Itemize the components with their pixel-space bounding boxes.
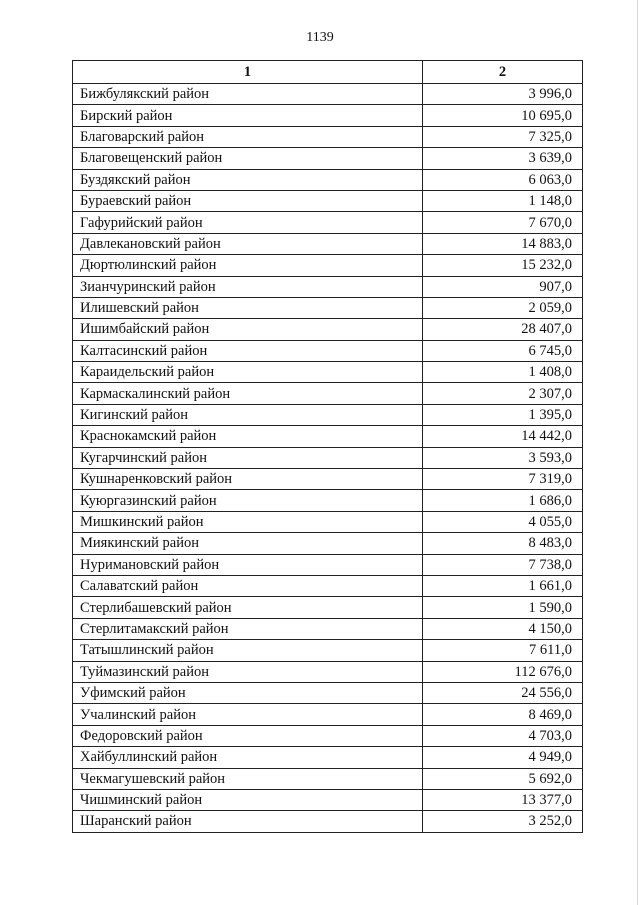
district-value-cell: 1 590,0 bbox=[423, 597, 583, 618]
district-name-cell: Кармаскалинский район bbox=[73, 383, 423, 404]
table-row bbox=[73, 725, 583, 746]
district-value-cell: 8 469,0 bbox=[423, 704, 583, 725]
district-name-cell: Зианчуринский район bbox=[73, 276, 423, 297]
district-value-cell: 2 307,0 bbox=[423, 383, 583, 404]
district-name-cell: Татышлинский район bbox=[73, 640, 423, 661]
district-name-cell: Чишминский район bbox=[73, 789, 423, 810]
district-name-cell: Благовещенский район bbox=[73, 148, 423, 169]
page-number: 1139 bbox=[306, 30, 334, 45]
table-row bbox=[73, 789, 583, 810]
table-row bbox=[73, 682, 583, 703]
district-values-table bbox=[72, 60, 583, 833]
table-row bbox=[73, 383, 583, 404]
district-value-cell: 112 676,0 bbox=[423, 661, 583, 682]
district-value-cell: 1 686,0 bbox=[423, 490, 583, 511]
table-row bbox=[73, 319, 583, 340]
table-body bbox=[73, 84, 583, 833]
table-header-row bbox=[73, 61, 583, 84]
district-name-cell: Гафурийский район bbox=[73, 212, 423, 233]
column-header-2: 2 bbox=[423, 61, 583, 84]
table-row bbox=[73, 340, 583, 361]
district-name-cell: Миякинский район bbox=[73, 533, 423, 554]
district-name-cell: Краснокамский район bbox=[73, 426, 423, 447]
table-row bbox=[73, 276, 583, 297]
table-row bbox=[73, 575, 583, 596]
table-row bbox=[73, 704, 583, 725]
district-name-cell: Буздякский район bbox=[73, 169, 423, 190]
table-row bbox=[73, 84, 583, 105]
district-name-cell: Чекмагушевский район bbox=[73, 768, 423, 789]
district-name-cell: Кугарчинский район bbox=[73, 447, 423, 468]
column-header-1: 1 bbox=[73, 61, 423, 84]
district-name-cell: Мишкинский район bbox=[73, 511, 423, 532]
district-name-cell: Стерлитамакский район bbox=[73, 618, 423, 639]
district-value-cell: 1 661,0 bbox=[423, 575, 583, 596]
district-value-cell: 3 996,0 bbox=[423, 84, 583, 105]
district-value-cell: 1 408,0 bbox=[423, 362, 583, 383]
table-row bbox=[73, 426, 583, 447]
district-value-cell: 7 738,0 bbox=[423, 554, 583, 575]
table-row bbox=[73, 105, 583, 126]
table-row bbox=[73, 190, 583, 211]
table-row bbox=[73, 597, 583, 618]
table-row bbox=[73, 255, 583, 276]
district-value-cell: 7 325,0 bbox=[423, 126, 583, 147]
table-row bbox=[73, 233, 583, 254]
table-row bbox=[73, 661, 583, 682]
district-name-cell: Хайбуллинский район bbox=[73, 747, 423, 768]
district-value-cell: 24 556,0 bbox=[423, 682, 583, 703]
district-value-cell: 7 670,0 bbox=[423, 212, 583, 233]
district-value-cell: 6 745,0 bbox=[423, 340, 583, 361]
district-name-cell: Дюртюлинский район bbox=[73, 255, 423, 276]
district-value-cell: 3 593,0 bbox=[423, 447, 583, 468]
table-header bbox=[73, 61, 583, 84]
district-value-cell: 4 150,0 bbox=[423, 618, 583, 639]
district-name-cell: Калтасинский район bbox=[73, 340, 423, 361]
table-row bbox=[73, 126, 583, 147]
district-name-cell: Бижбулякский район bbox=[73, 84, 423, 105]
district-value-cell: 6 063,0 bbox=[423, 169, 583, 190]
district-name-cell: Нуримановский район bbox=[73, 554, 423, 575]
district-value-cell: 3 639,0 bbox=[423, 148, 583, 169]
district-name-cell: Шаранский район bbox=[73, 811, 423, 832]
table-row bbox=[73, 533, 583, 554]
district-value-cell: 13 377,0 bbox=[423, 789, 583, 810]
district-name-cell: Федоровский район bbox=[73, 725, 423, 746]
table-row bbox=[73, 404, 583, 425]
district-value-cell: 4 055,0 bbox=[423, 511, 583, 532]
district-name-cell: Учалинский район bbox=[73, 704, 423, 725]
district-value-cell: 4 703,0 bbox=[423, 725, 583, 746]
district-value-cell: 28 407,0 bbox=[423, 319, 583, 340]
district-name-cell: Ишимбайский район bbox=[73, 319, 423, 340]
district-name-cell: Куюргазинский район bbox=[73, 490, 423, 511]
table-row bbox=[73, 297, 583, 318]
district-value-cell: 7 611,0 bbox=[423, 640, 583, 661]
table-row bbox=[73, 554, 583, 575]
district-value-cell: 14 883,0 bbox=[423, 233, 583, 254]
district-value-cell: 2 059,0 bbox=[423, 297, 583, 318]
table-row bbox=[73, 169, 583, 190]
table-row bbox=[73, 511, 583, 532]
table-row bbox=[73, 811, 583, 832]
table-row bbox=[73, 469, 583, 490]
district-value-cell: 1 148,0 bbox=[423, 190, 583, 211]
district-name-cell: Туймазинский район bbox=[73, 661, 423, 682]
district-value-cell: 10 695,0 bbox=[423, 105, 583, 126]
table-row bbox=[73, 490, 583, 511]
district-value-cell: 1 395,0 bbox=[423, 404, 583, 425]
district-name-cell: Караидельский район bbox=[73, 362, 423, 383]
district-name-cell: Илишевский район bbox=[73, 297, 423, 318]
district-name-cell: Благоварский район bbox=[73, 126, 423, 147]
district-value-cell: 15 232,0 bbox=[423, 255, 583, 276]
district-value-cell: 3 252,0 bbox=[423, 811, 583, 832]
district-value-cell: 7 319,0 bbox=[423, 469, 583, 490]
table-row bbox=[73, 768, 583, 789]
district-name-cell: Бураевский район bbox=[73, 190, 423, 211]
district-name-cell: Стерлибашевский район bbox=[73, 597, 423, 618]
page-edge-line bbox=[637, 0, 638, 905]
table-row bbox=[73, 447, 583, 468]
district-name-cell: Уфимский район bbox=[73, 682, 423, 703]
table-row bbox=[73, 212, 583, 233]
table-row bbox=[73, 618, 583, 639]
district-name-cell: Давлекановский район bbox=[73, 233, 423, 254]
district-name-cell: Кушнаренковский район bbox=[73, 469, 423, 490]
district-name-cell: Салаватский район bbox=[73, 575, 423, 596]
district-value-cell: 14 442,0 bbox=[423, 426, 583, 447]
table-row bbox=[73, 148, 583, 169]
district-value-cell: 907,0 bbox=[423, 276, 583, 297]
data-table-container bbox=[72, 60, 582, 833]
table-row bbox=[73, 362, 583, 383]
table-row bbox=[73, 747, 583, 768]
district-value-cell: 8 483,0 bbox=[423, 533, 583, 554]
district-value-cell: 4 949,0 bbox=[423, 747, 583, 768]
district-value-cell: 5 692,0 bbox=[423, 768, 583, 789]
district-name-cell: Кигинский район bbox=[73, 404, 423, 425]
district-name-cell: Бирский район bbox=[73, 105, 423, 126]
table-row bbox=[73, 640, 583, 661]
